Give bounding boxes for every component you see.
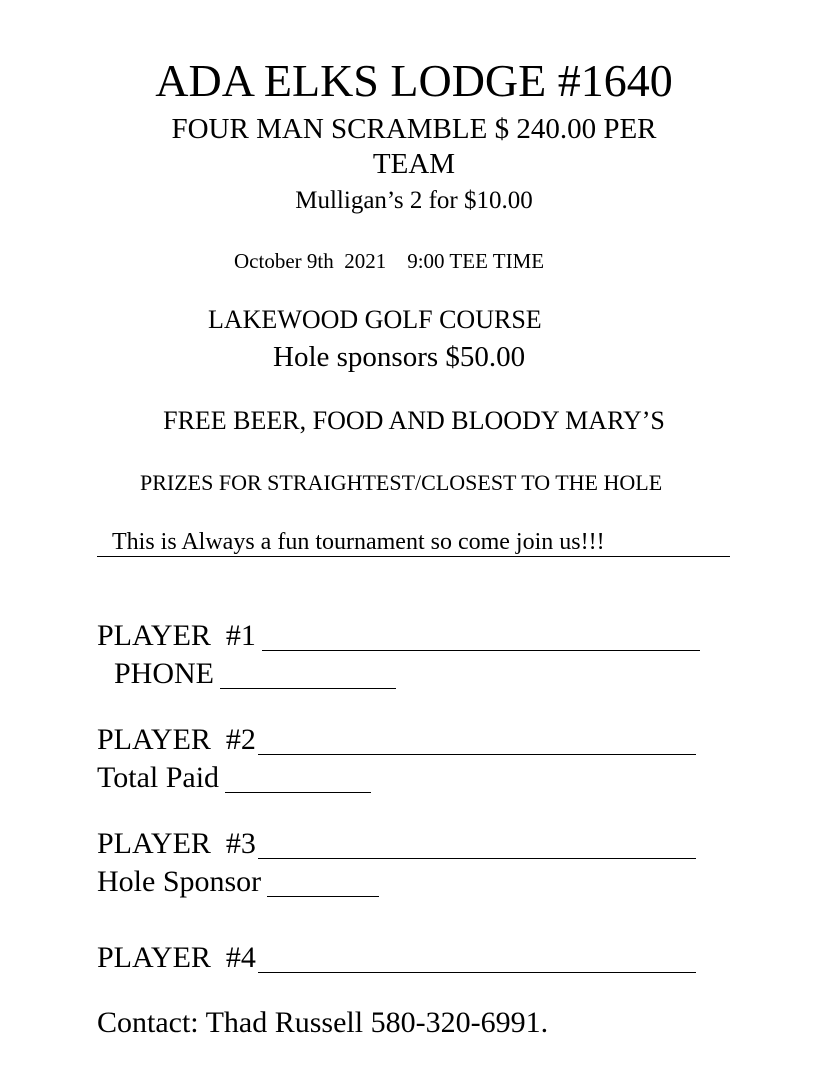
event-price-line-1: FOUR MAN SCRAMBLE $ 240.00 PER — [171, 113, 657, 145]
player-3-blank[interactable] — [258, 828, 696, 859]
player-3-label: PLAYER #3 — [97, 827, 256, 860]
free-items-line: FREE BEER, FOOD AND BLOODY MARY’S — [163, 406, 665, 435]
player-4-label: PLAYER #4 — [97, 941, 256, 974]
player-3-field[interactable] — [97, 828, 696, 859]
tagline-underline — [97, 556, 730, 557]
prizes-line: PRIZES FOR STRAIGHTEST/CLOSEST TO THE HOLE — [140, 470, 663, 495]
total-paid-field[interactable] — [97, 762, 371, 793]
hole-sponsor-blank[interactable] — [267, 866, 379, 897]
player-2-label: PLAYER #2 — [97, 723, 256, 756]
tagline: This is Always a fun tournament so come join us!!! — [112, 529, 605, 555]
event-date-time: October 9th 2021 9:00 TEE TIME — [234, 249, 545, 273]
player-4-field[interactable] — [97, 942, 696, 973]
player-4-blank[interactable] — [258, 942, 696, 973]
hole-sponsor-label: Hole Sponsor — [97, 865, 262, 898]
total-paid-label: Total Paid — [97, 761, 220, 794]
mulligans-price: Mulligan’s 2 for $10.00 — [295, 187, 533, 214]
player-1-label: PLAYER #1 — [97, 619, 256, 652]
player-1-blank[interactable] — [262, 620, 700, 651]
phone-blank[interactable] — [220, 658, 396, 689]
total-paid-blank[interactable] — [225, 762, 371, 793]
event-price-line-2: TEAM — [372, 148, 456, 180]
hole-sponsor-price: Hole sponsors $50.00 — [273, 341, 526, 373]
hole-sponsor-field[interactable] — [97, 866, 379, 897]
player-1-field[interactable] — [97, 620, 700, 651]
course-name: LAKEWOOD GOLF COURSE — [208, 305, 542, 334]
flyer-title: ADA ELKS LODGE #1640 — [155, 55, 673, 106]
phone-field[interactable] — [114, 658, 396, 689]
contact-info: Contact: Thad Russell 580-320-6991. — [97, 1006, 549, 1039]
player-2-blank[interactable] — [258, 724, 696, 755]
phone-label: PHONE — [114, 657, 215, 690]
player-2-field[interactable] — [97, 724, 696, 755]
